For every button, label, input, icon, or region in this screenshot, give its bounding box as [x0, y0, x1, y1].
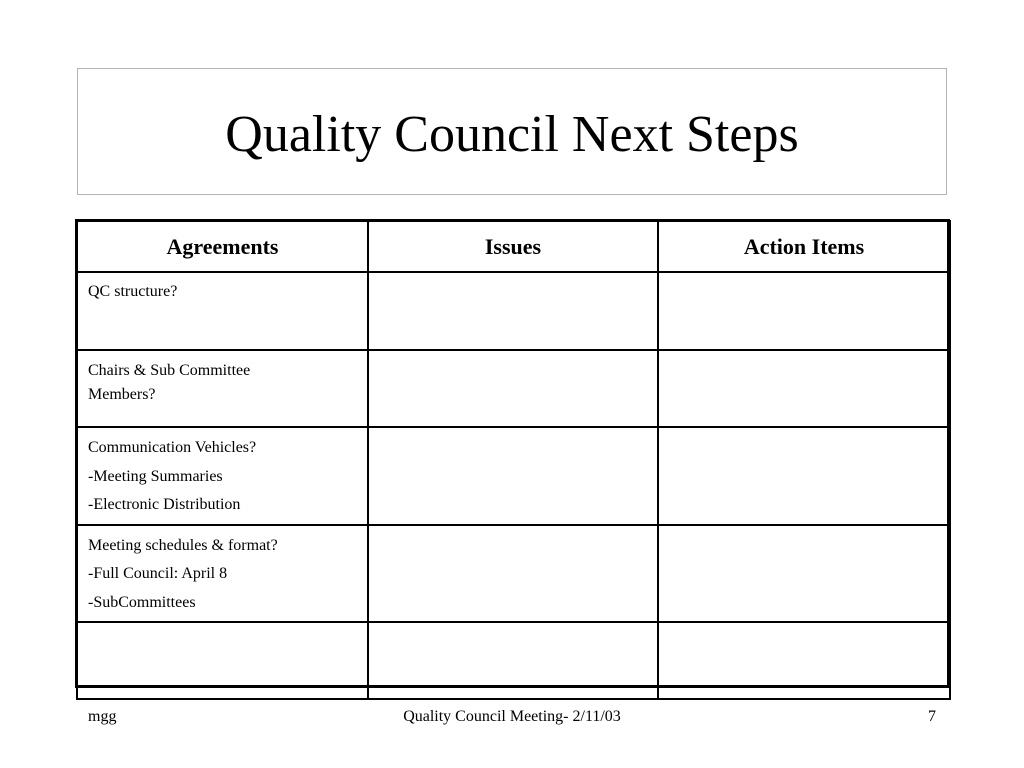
table-header-row: [77, 221, 950, 272]
title-box: [77, 68, 947, 195]
agreements-cell: [77, 427, 368, 525]
table-row: [77, 350, 950, 427]
table-row: [77, 525, 950, 623]
table-row: [77, 427, 950, 525]
action-items-cell: [658, 427, 950, 525]
issues-cell: [368, 350, 658, 427]
agreement-line: Meeting schedules & format?: [88, 536, 278, 554]
footer-page-number: 7: [928, 708, 936, 725]
issues-cell: [368, 427, 658, 525]
agreement-line: Communication Vehicles?: [88, 439, 257, 456]
agreement-line: Members?: [88, 386, 156, 403]
agreement-line: QC structure?: [88, 283, 178, 300]
table-row: [77, 622, 950, 699]
slide-title: Quality Council Next Steps: [225, 105, 799, 163]
header-action-items: Action Items: [658, 221, 950, 272]
issues-cell: [368, 525, 658, 623]
agreements-cell: [77, 350, 368, 427]
footer-author: mgg: [88, 708, 117, 725]
header-agreements: Agreements: [77, 221, 368, 272]
agreements-cell: [77, 272, 368, 350]
agreements-cell: [77, 525, 368, 623]
action-items-cell: [658, 350, 950, 427]
issues-cell: [368, 272, 658, 350]
agreements-cell: [77, 622, 368, 699]
agreement-line: -Electronic Distribution: [88, 496, 241, 513]
action-items-cell: [658, 525, 950, 623]
agreement-line: -Meeting Summaries: [88, 467, 223, 485]
next-steps-table: [76, 220, 951, 700]
action-items-cell: [658, 622, 950, 699]
header-issues: Issues: [368, 221, 658, 272]
issues-cell: [368, 622, 658, 699]
agreement-line: -Full Council: April 8: [88, 565, 228, 582]
table-row: [77, 272, 950, 350]
agreement-line: -SubCommittees: [88, 593, 196, 611]
agreement-line: Chairs & Sub Committee: [88, 362, 251, 379]
action-items-cell: [658, 272, 950, 350]
footer-meeting-title: Quality Council Meeting- 2/11/03: [403, 708, 621, 725]
